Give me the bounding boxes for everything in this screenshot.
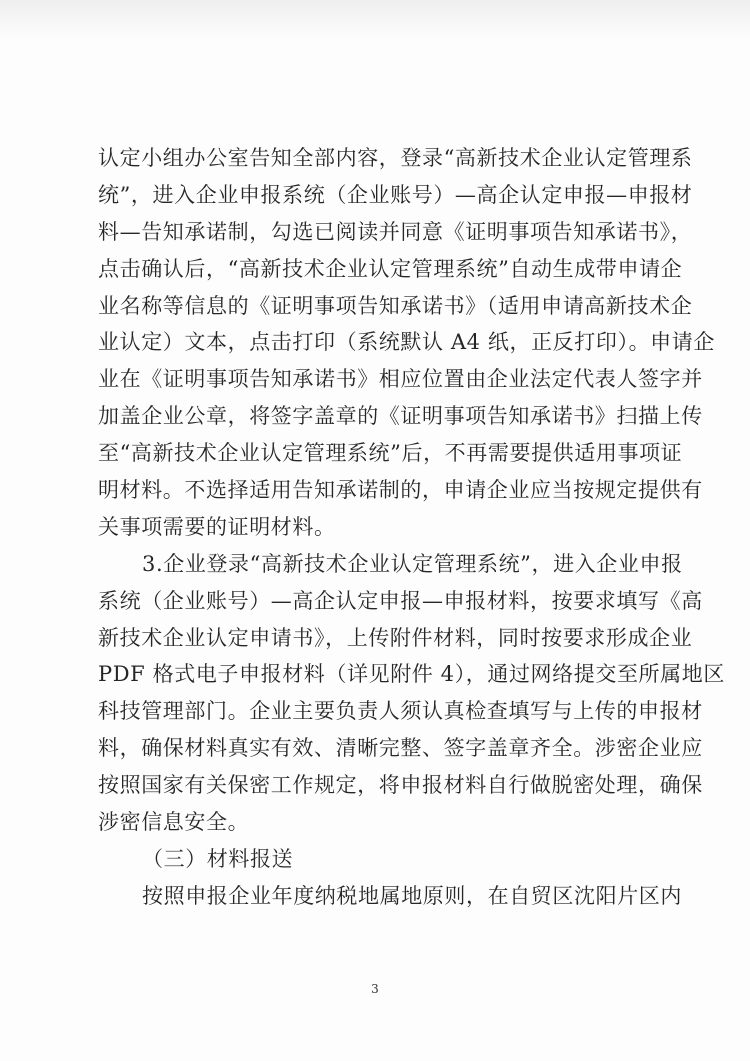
text-line: 系统（企业账号）—高企认定申报—申报材料，按要求填写《高 bbox=[98, 588, 703, 613]
scan-shadow bbox=[0, 0, 750, 40]
text-line: 3.企业登录“高新技术企业认定管理系统”，进入企业申报 bbox=[142, 551, 683, 576]
text-line: 明材料。不选择适用告知承诺制的，申请企业应当按规定提供有 bbox=[98, 478, 703, 503]
text-line: 加盖企业公章，将签字盖章的《证明事项告知承诺书》扫描上传 bbox=[98, 404, 703, 429]
paragraph-submission bbox=[98, 878, 682, 915]
text-line: PDF 格式电子申报材料（详见附件 4），通过网络提交至所属地区 bbox=[98, 662, 725, 687]
text-line: 料—告知承诺制，勾选已阅读并同意《证明事项告知承诺书》， bbox=[98, 219, 693, 244]
text-line: 按照国家有关保密工作规定，将申报材料自行做脱密处理，确保 bbox=[98, 773, 703, 798]
text-line: 点击确认后，“高新技术企业认定管理系统”自动生成带申请企 bbox=[98, 256, 683, 281]
text-line: 认定小组办公室告知全部内容，登录“高新技术企业认定管理系 bbox=[98, 146, 693, 170]
text-line: 统”，进入企业申报系统（企业账号）—高企认定申报—申报材 bbox=[98, 182, 693, 207]
paragraph-continuation bbox=[98, 140, 715, 546]
body-text bbox=[98, 140, 725, 915]
section-heading bbox=[98, 841, 654, 878]
text-line: 关事项需要的证明材料。 bbox=[98, 514, 336, 539]
text-line: 科技管理部门。企业主要负责人须认真检查填写与上传的申报材 bbox=[98, 699, 703, 724]
heading-line: （三）材料报送 bbox=[142, 846, 294, 871]
text-line: 至“高新技术企业认定管理系统”后，不再需要提供适用事项证 bbox=[98, 441, 683, 466]
text-line: 业名称等信息的《证明事项告知承诺书》（适用申请高新技术企 bbox=[98, 293, 693, 318]
text-line: 业认定）文本，点击打印（系统默认 A4 纸，正反打印）。申请企 bbox=[98, 330, 715, 355]
text-line: 按照申报企业年度纳税地属地原则，在自贸区沈阳片区内 bbox=[142, 883, 682, 908]
text-line: 料，确保材料真实有效、清晰完整、签字盖章齐全。涉密企业应 bbox=[98, 736, 703, 761]
text-line: 新技术企业认定申请书》，上传附件材料，同时按要求形成企业 bbox=[98, 625, 693, 650]
paragraph-item-3 bbox=[98, 546, 725, 841]
text-line: 业在《证明事项告知承诺书》相应位置由企业法定代表人签字并 bbox=[98, 367, 703, 392]
text-line: 涉密信息安全。 bbox=[98, 810, 250, 835]
page-number: 3 bbox=[371, 982, 379, 996]
